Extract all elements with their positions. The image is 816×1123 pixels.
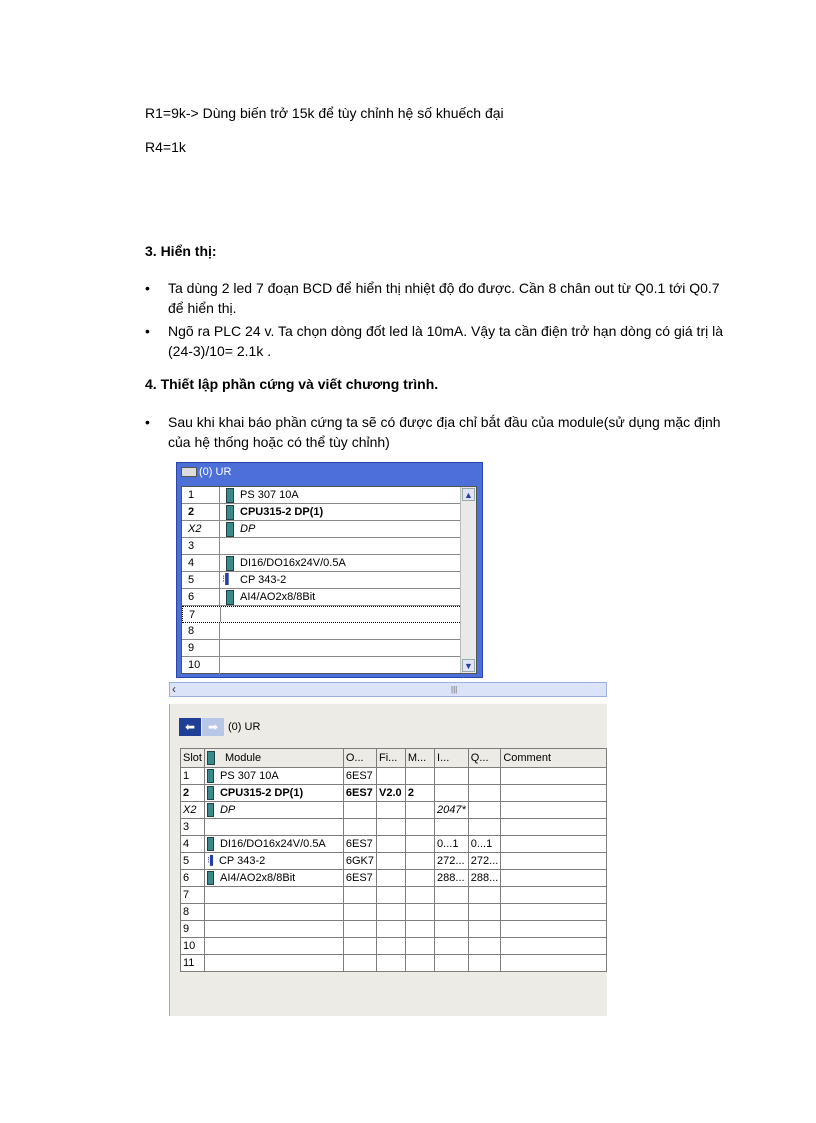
table-row[interactable]: 9: [181, 921, 607, 938]
module-icon: [226, 488, 234, 503]
intro-line-1: R1=9k-> Dùng biến trở 15k để tùy chỉnh hệ số khuếch đại: [145, 105, 504, 121]
rack-row-2[interactable]: 2 CPU315-2 DP(1): [182, 504, 462, 521]
table-row[interactable]: 10: [181, 938, 607, 955]
rack-row-4[interactable]: 4 DI16/DO16x24V/0.5A: [182, 555, 462, 572]
module-icon: [207, 837, 214, 851]
header-mpi-address[interactable]: M...: [405, 749, 434, 768]
section-3-bullet-2: [145, 321, 735, 361]
section-3-heading: 3. Hiển thị:: [145, 243, 217, 259]
module-header-icon: [207, 751, 215, 765]
header-comment[interactable]: Comment: [501, 749, 607, 768]
rack-row-8[interactable]: 8: [182, 623, 462, 640]
intro-line-2: R4=1k: [145, 139, 186, 155]
rack-row-6[interactable]: 6 AI4/AO2x8/8Bit: [182, 589, 462, 606]
dp-icon: [207, 803, 214, 817]
scroll-left-icon[interactable]: ‹: [172, 682, 176, 696]
rack-row-3[interactable]: 3: [182, 538, 462, 555]
table-row[interactable]: 4 DI16/DO16x24V/0.5A 6ES7 0...1 0...1: [181, 836, 607, 853]
rack-window-title: (0) UR: [199, 466, 232, 478]
scroll-grip-icon[interactable]: |||: [451, 685, 458, 694]
rack-list: [181, 486, 477, 674]
forward-arrow-icon[interactable]: ➡: [202, 718, 224, 736]
module-icon: [226, 556, 234, 571]
rack-icon: [181, 467, 197, 477]
module-icon: [226, 590, 234, 605]
network-icon: ⁝▌: [222, 574, 233, 585]
table-row[interactable]: 5 ⁝▌ CP 343-2 6GK7 272... 272...: [181, 853, 607, 870]
rack-row-10[interactable]: 10: [182, 657, 462, 674]
header-module[interactable]: Module: [204, 749, 343, 768]
rack-vertical-scrollbar[interactable]: [460, 487, 476, 673]
header-i-address[interactable]: I...: [435, 749, 469, 768]
bullet-icon: •: [145, 323, 150, 339]
section-3-bullet-1: [145, 278, 735, 318]
rack-window: [176, 462, 483, 678]
module-table: [180, 748, 607, 972]
rack-row-5[interactable]: 5 ⁝▌ CP 343-2: [182, 572, 462, 589]
table-row[interactable]: 8: [181, 904, 607, 921]
cpu-icon: [207, 786, 214, 800]
header-firmware[interactable]: Fi...: [377, 749, 406, 768]
bullet-text: Ngõ ra PLC 24 v. Ta chọn dòng đốt led là 10mA. Vậy ta cần điện trở hạn dòng có giá trị là (24-3)/10= 2.1k .: [168, 323, 724, 359]
detail-panel: [169, 704, 607, 1016]
detail-rack-label: (0) UR: [228, 721, 261, 733]
cpu-icon: [226, 505, 234, 520]
rack-window-titlebar[interactable]: [177, 463, 482, 481]
rack-row-9[interactable]: 9: [182, 640, 462, 657]
table-row[interactable]: 3: [181, 819, 607, 836]
module-icon: [207, 871, 214, 885]
bullet-text: Sau khi khai báo phần cứng ta sẽ có được địa chỉ bắt đầu của module(sử dụng mặc định của hệ thống hoặc có thể tùy chỉnh): [168, 414, 721, 450]
dp-icon: [226, 522, 234, 537]
table-row[interactable]: 11: [181, 955, 607, 972]
table-row[interactable]: 2 CPU315-2 DP(1) 6ES7 V2.0 2: [181, 785, 607, 802]
table-header-row: [181, 749, 607, 768]
table-row[interactable]: X2 DP 2047*: [181, 802, 607, 819]
table-row[interactable]: 6 AI4/AO2x8/8Bit 6ES7 288... 288...: [181, 870, 607, 887]
table-row[interactable]: 7: [181, 887, 607, 904]
bullet-icon: •: [145, 280, 150, 296]
rack-row-7[interactable]: 7: [182, 606, 462, 623]
rack-row-x2[interactable]: X2 DP: [182, 521, 462, 538]
header-slot[interactable]: Slot: [181, 749, 205, 768]
network-icon: ⁝▌: [206, 855, 217, 866]
bullet-icon: •: [145, 414, 150, 430]
header-order-number[interactable]: O...: [343, 749, 376, 768]
horizontal-scrollbar[interactable]: [169, 682, 607, 697]
section-4-heading: 4. Thiết lập phần cứng và viết chương trình.: [145, 376, 439, 392]
table-row[interactable]: 1 PS 307 10A 6ES7: [181, 768, 607, 785]
back-arrow-icon[interactable]: ⬅: [179, 718, 201, 736]
section-4-bullet-1: [145, 412, 735, 452]
header-q-address[interactable]: Q...: [468, 749, 501, 768]
rack-row-1[interactable]: 1 PS 307 10A: [182, 487, 462, 504]
bullet-text: Ta dùng 2 led 7 đoạn BCD để hiển thị nhiệt độ đo được. Cần 8 chân out từ Q0.1 tới Q0.7 để hiển thị.: [168, 280, 720, 316]
scroll-up-icon[interactable]: ▲: [462, 488, 475, 501]
module-icon: [207, 769, 214, 783]
scroll-down-icon[interactable]: ▼: [462, 659, 475, 672]
